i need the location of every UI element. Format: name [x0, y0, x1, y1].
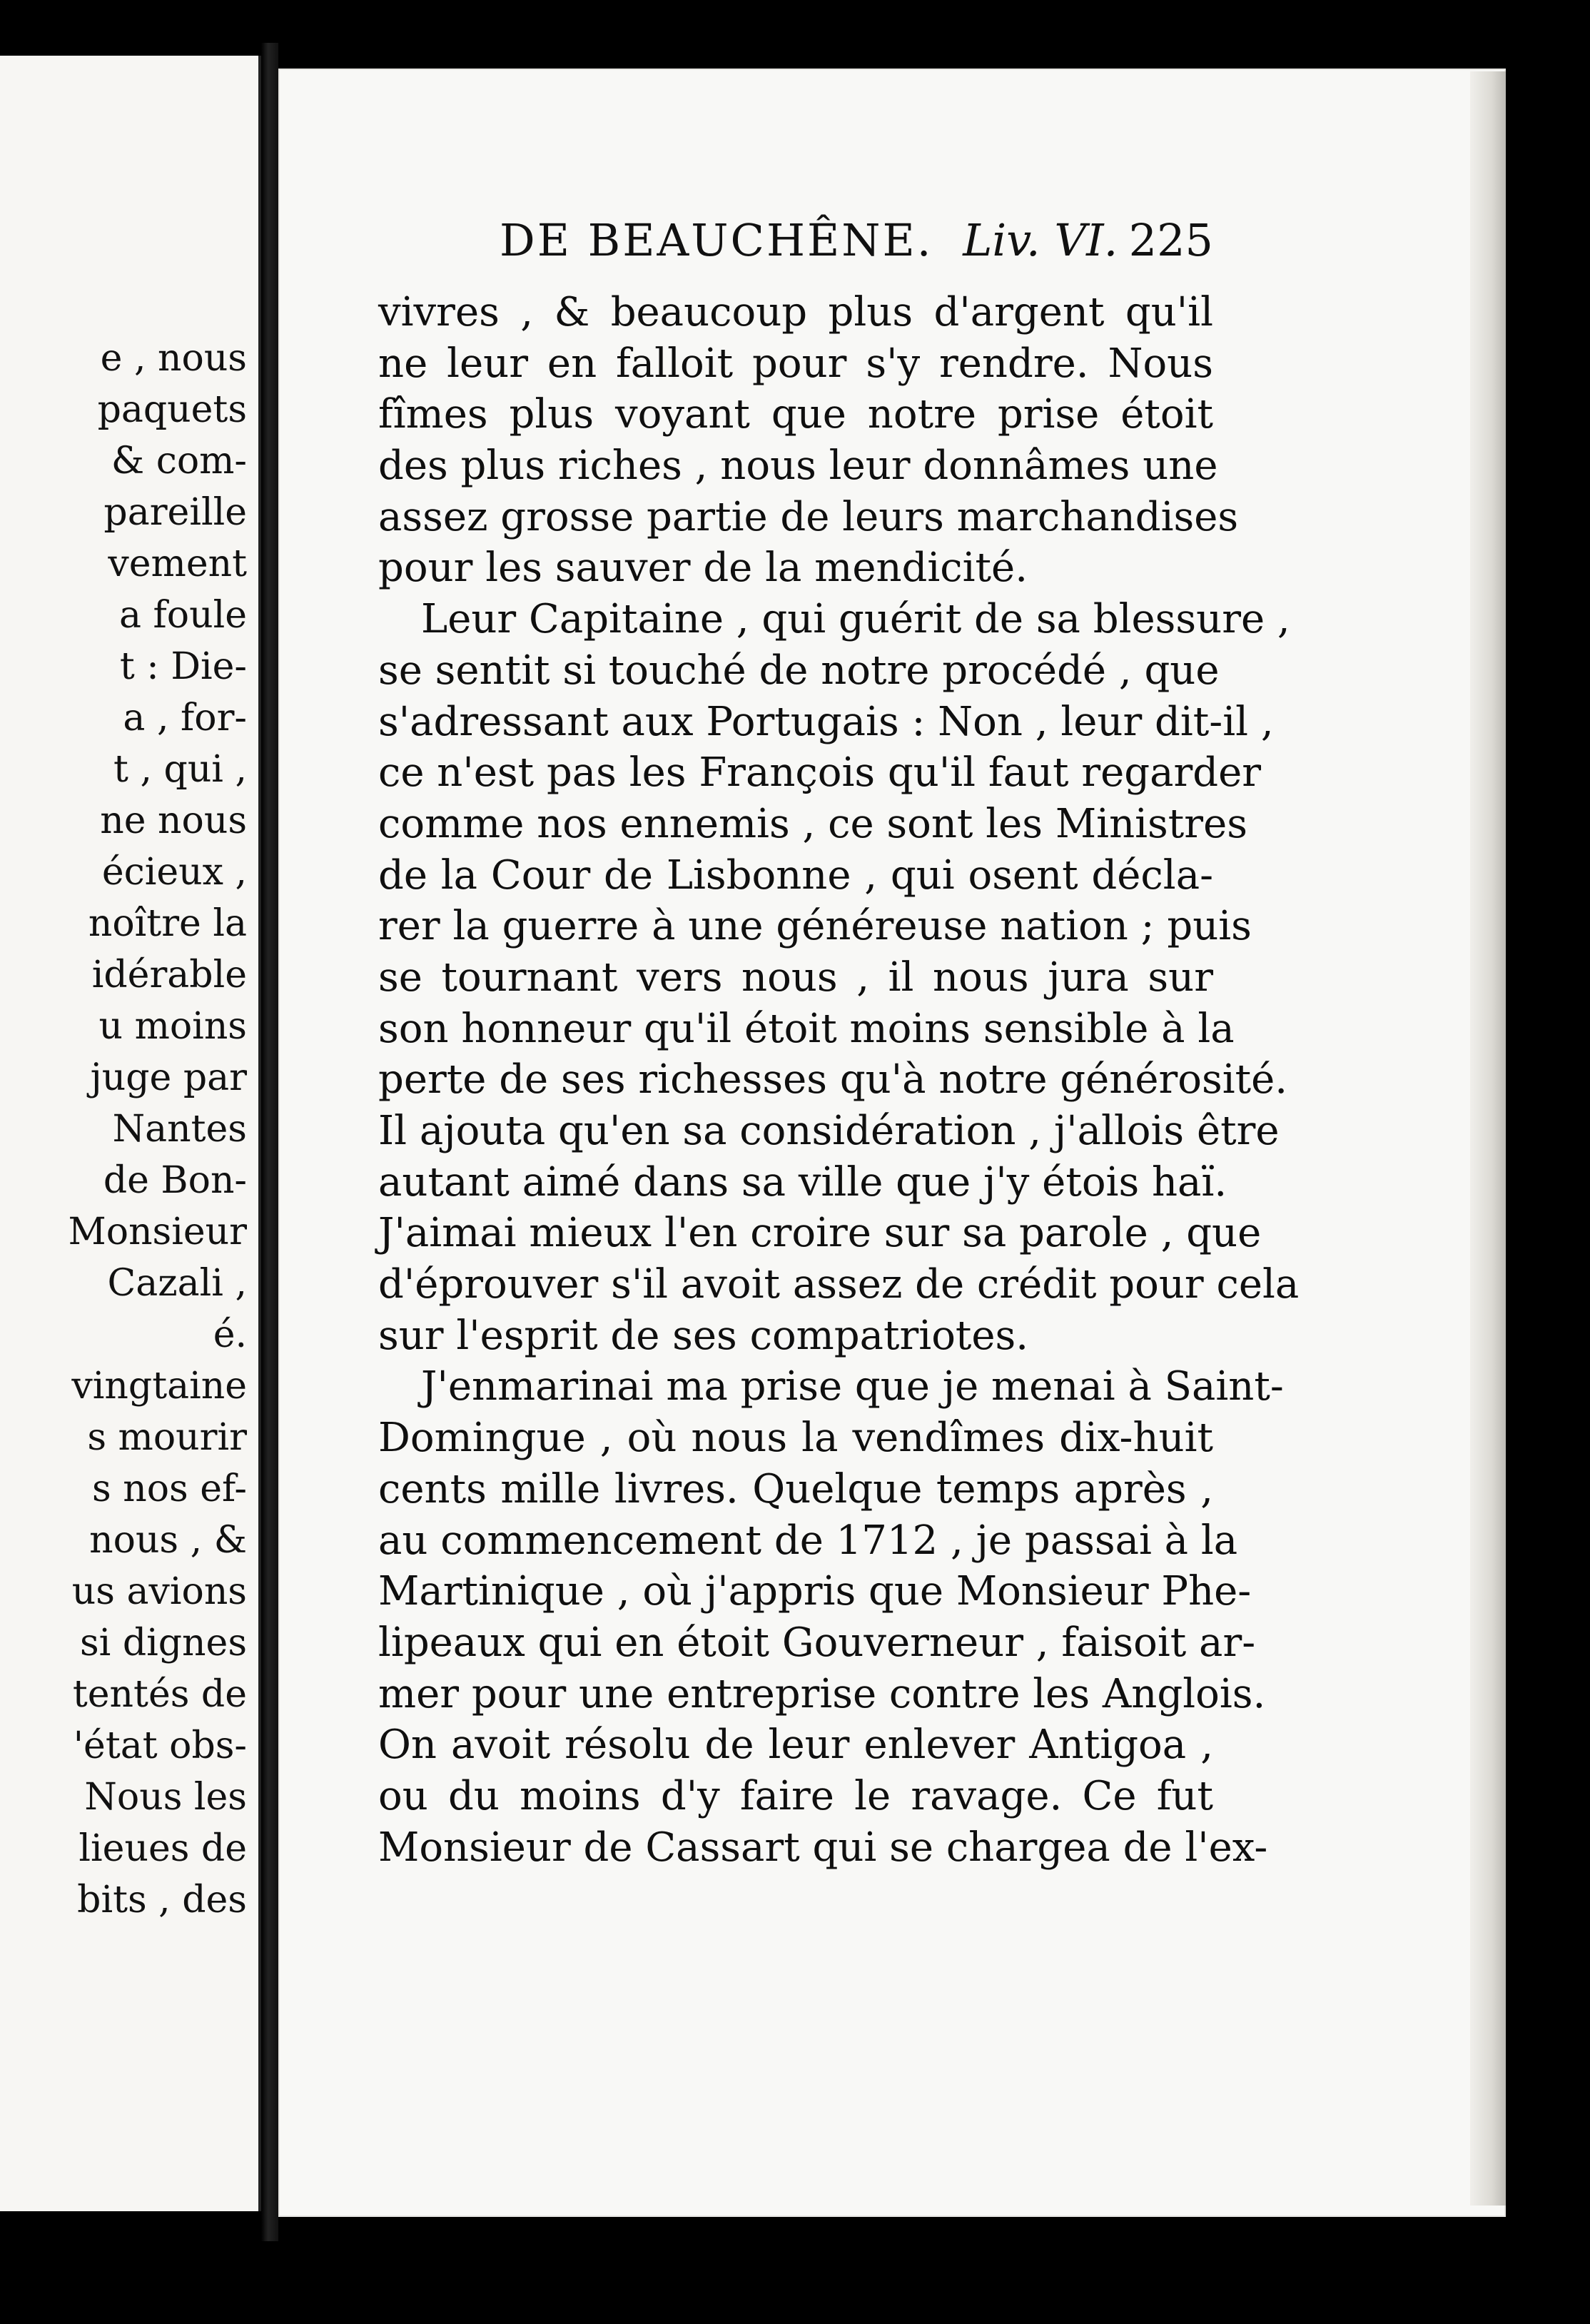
text-line: assez grosse partie de leurs marchandises	[378, 493, 1239, 540]
text-line: Leur Capitaine , qui guérit de sa blessure ,	[421, 596, 1290, 643]
previous-page-line: pareille	[103, 491, 247, 534]
previous-page-line: vingtaine	[71, 1365, 247, 1408]
previous-page-line: lieues de	[79, 1827, 247, 1870]
text-line: vivres , & beaucoup plus d'argent qu'il	[378, 289, 1213, 335]
text-line: se sentit si touché de notre procédé , que	[378, 647, 1220, 694]
text-line: pour les sauver de la mendicité.	[378, 545, 1028, 592]
text-line: sur l'esprit de ses compatriotes.	[378, 1312, 1029, 1359]
text-line: ne leur en falloit pour s'y rendre. Nous	[378, 340, 1213, 387]
text-line: J'aimai mieux l'en croire sur sa parole , que	[378, 1210, 1262, 1257]
running-title: DE BEAUCHÊNE.	[500, 214, 933, 266]
previous-page-line: a , for-	[123, 697, 247, 739]
previous-page-line: s mourir	[87, 1416, 247, 1459]
previous-page-line: Nous les	[84, 1776, 247, 1819]
previous-page	[0, 56, 261, 2211]
text-line: perte de ses richesses qu'à notre générosité.	[378, 1056, 1288, 1103]
previous-page-line: 'état obs-	[73, 1724, 247, 1767]
previous-page-line: idérable	[91, 954, 247, 996]
previous-page-line: juge par	[90, 1056, 247, 1099]
previous-page-line: écieux ,	[101, 851, 247, 894]
previous-page-line: tentés de	[72, 1673, 247, 1716]
text-line: J'enmarinai ma prise que je menai à Saint-	[421, 1363, 1284, 1410]
previous-page-line: de Bon-	[103, 1159, 247, 1202]
running-header	[500, 214, 1213, 278]
text-line: autant aimé dans sa ville que j'y étois haï.	[378, 1158, 1227, 1206]
previous-page-line: vement	[108, 542, 247, 585]
text-line: ce n'est pas les François qu'il faut regarder	[378, 749, 1262, 797]
text-line: comme nos ennemis , ce sont les Ministres	[378, 800, 1247, 847]
previous-page-line: u moins	[98, 1005, 247, 1048]
page-edge-shadow	[1470, 71, 1506, 2206]
previous-page-line: us avions	[71, 1570, 247, 1613]
text-line: Il ajouta qu'en sa considération , j'allois être	[378, 1108, 1280, 1154]
previous-page-line: Cazali ,	[107, 1262, 247, 1305]
previous-page-line: nous , &	[89, 1519, 247, 1562]
text-line: lipeaux qui en étoit Gouverneur , faisoit ar-	[378, 1619, 1256, 1666]
text-line: ou du moins d'y faire le ravage. Ce fut	[378, 1772, 1213, 1819]
previous-page-line: noître la	[88, 902, 247, 945]
page-body-text	[378, 287, 1300, 1873]
text-line: s'adressant aux Portugais : Non , leur dit-il ,	[378, 698, 1274, 745]
text-line: fîmes plus voyant que notre prise étoit	[378, 391, 1213, 438]
book-gutter	[261, 43, 278, 2241]
previous-page-line: Monsieur	[68, 1211, 247, 1253]
text-line: cents mille livres. Quelque temps après ,	[378, 1465, 1213, 1512]
previous-page-line: si dignes	[80, 1622, 247, 1664]
previous-page-line: é.	[213, 1313, 247, 1356]
text-line: se tournant vers nous , il nous jura sur	[378, 954, 1213, 1001]
text-line: Domingue , où nous la vendîmes dix-huit	[378, 1415, 1213, 1462]
book-number: Liv. VI.	[963, 214, 1118, 266]
previous-page-line: a foule	[119, 594, 247, 637]
previous-page-line: Nantes	[112, 1108, 247, 1151]
previous-page-line: t , qui ,	[113, 748, 247, 791]
text-line: mer pour une entreprise contre les Anglois.	[378, 1670, 1266, 1717]
text-line: Monsieur de Cassart qui se chargea de l'ex-	[378, 1824, 1268, 1871]
text-line: de la Cour de Lisbonne , qui osent décla-	[378, 852, 1213, 899]
text-line: d'éprouver s'il avoit assez de crédit pour cela	[378, 1261, 1300, 1308]
page-number: 225	[1128, 214, 1213, 266]
previous-page-line: ne nous	[100, 799, 247, 842]
previous-page-line: e , nous	[100, 337, 247, 380]
previous-page-line: paquets	[97, 388, 247, 431]
text-line: rer la guerre à une généreuse nation ; puis	[378, 903, 1252, 950]
text-line: son honneur qu'il étoit moins sensible à la	[378, 1005, 1235, 1052]
previous-page-line: & com-	[111, 440, 247, 483]
previous-page-line: bits , des	[77, 1879, 247, 1921]
text-line: au commencement de 1712 , je passai à la	[378, 1517, 1238, 1564]
text-line: Martinique , où j'appris que Monsieur Phe-	[378, 1568, 1252, 1615]
previous-page-text	[0, 333, 251, 1926]
previous-page-line: s nos ef-	[92, 1467, 247, 1510]
text-line: des plus riches , nous leur donnâmes une	[378, 443, 1218, 490]
previous-page-line: t : Die-	[119, 645, 247, 688]
text-line: On avoit résolu de leur enlever Antigoa ,	[378, 1722, 1213, 1769]
